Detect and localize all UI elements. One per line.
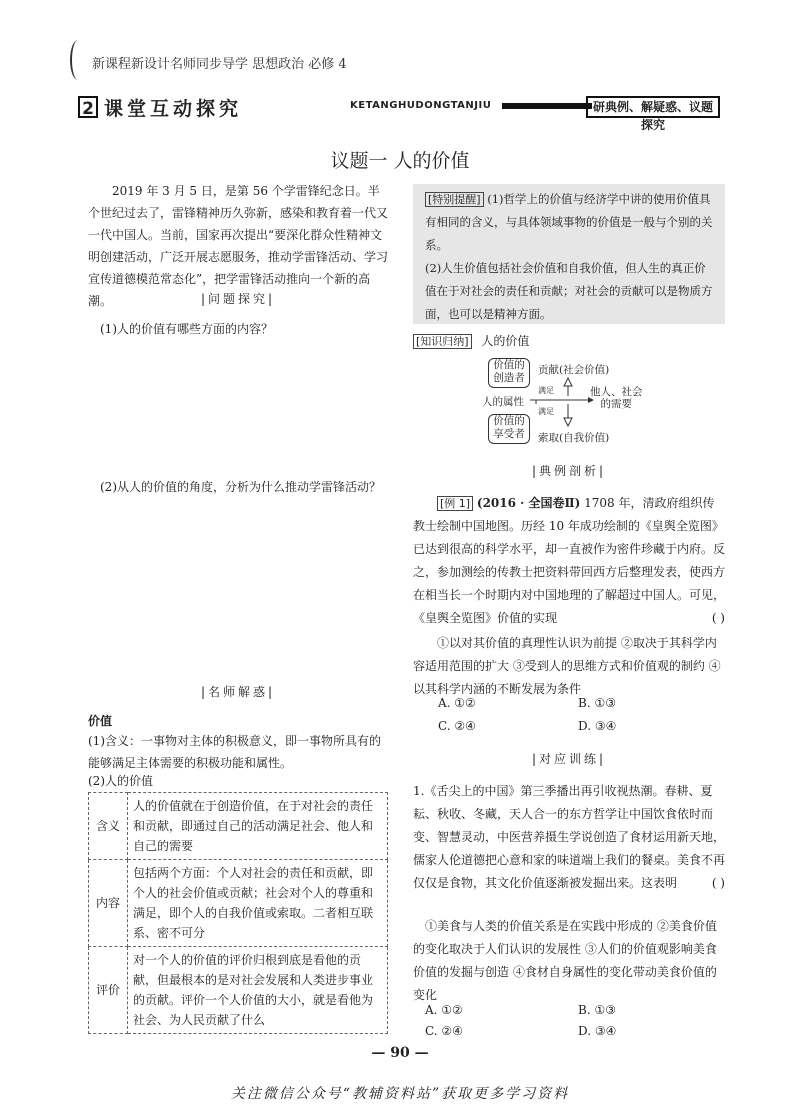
row-header: 含义 — [89, 793, 128, 860]
value-heading: 价值 — [88, 714, 113, 728]
example-option-c: C. ②④ — [438, 719, 476, 733]
human-value-sub: (2)人的价值 — [88, 774, 153, 788]
section-title: 课堂互动探究 — [104, 98, 243, 120]
example-option-b: B. ①③ — [578, 696, 616, 710]
practice-question — [413, 780, 725, 895]
problem-section-title: |问题探究| — [200, 292, 276, 306]
others-needs-text: 他人、社会 的需要 — [590, 386, 643, 410]
value-definition: (1)含义：一事物对主体的积极意义，即一事物所具有的能够满足主体需要的积极功能和属性。 — [88, 734, 382, 770]
example-question — [413, 492, 725, 630]
section-pinyin: KETANGHUDONGTANJIU — [350, 100, 492, 111]
attribute-text: 人的属性 — [482, 396, 524, 408]
example-paren: ( ) — [711, 611, 725, 625]
intro-paragraph: 2019 年 3 月 5 日，是第 56 个学雷锋纪念日。半个世纪过去了，雷锋精神历久弥新，感染和教育着一代又一代中国人。当前，国家再次提出“要深化群众性精神文明创建活动，广泛开展志愿服务，推动学雷锋活动、学习宣传道德模范常态化”，把学雷锋活动推向一个新的高潮。 — [88, 184, 389, 308]
row-content: 包括两个方面：个人对社会的责任和贡献，即个人的社会价值或贡献；社会对个人的尊重和满足，即个人的自我价值或索取。二者相互联系、密不可分 — [128, 860, 388, 947]
question-2: (2)从人的价值的角度，分析为什么推动学雷锋活动？ — [100, 480, 382, 494]
practice-option-d: D. ③④ — [578, 1024, 617, 1038]
contribution-text: 贡献(社会价值) — [538, 364, 610, 376]
practice-option-b: B. ①③ — [578, 1003, 616, 1017]
practice-section-title: |对应训练| — [531, 752, 607, 766]
example-option-a: A. ①② — [438, 696, 476, 710]
special-tip-box — [413, 184, 725, 324]
topic-title: 议题一 人的价值 — [330, 150, 470, 172]
satisfy-bottom-text: 满足 — [538, 407, 554, 416]
example-section-title: |典例剖析| — [531, 464, 607, 478]
example-label: [例 1] — [437, 496, 473, 511]
practice-option-a: A. ①② — [425, 1003, 463, 1017]
footer-note: 关注微信公众号“教辅资料站”获取更多学习资料 — [230, 1086, 570, 1102]
knowledge-label: [知识归纳] — [413, 334, 472, 349]
tip-label: [特别提醒] — [425, 192, 484, 207]
knowledge-title: 人的价值 — [481, 334, 530, 348]
example-option-d: D. ③④ — [578, 719, 617, 733]
knowledge-heading — [413, 330, 725, 353]
practice-items: ①美食与人类的价值关系是在实践中形成的 ②美食价值的变化取决于人们认识的发展性 ③人们的价值观影响美食价值的发掘与创造 ④食材自身属性的变化带动美食价值的变化 — [413, 919, 717, 1002]
teacher-section-title: |名师解惑| — [200, 685, 276, 699]
take-text: 索取(自我价值) — [538, 432, 610, 444]
satisfy-top-text: 满足 — [538, 386, 554, 395]
value-table — [88, 792, 388, 1034]
practice-text: 1.《舌尖上的中国》第三季播出再引收视热潮。春耕、夏耘、秋收、冬藏，天人合一的东方哲学让中国饮食依时而变、智慧灵动，中医营养摄生学说创造了食材运用新天地，儒家人伦道德把心意和家的味道端上我们的餐桌。美食不再仅仅是食物，其文化价值逐渐被发掘出来。这表明 — [413, 784, 726, 890]
row-header: 内容 — [89, 860, 128, 947]
page-number: — 90 — — [371, 1045, 429, 1061]
section-banner — [78, 96, 720, 132]
tip-paragraph-1: (1)哲学上的价值与经济学中讲的使用价值具有相同的含义，与具体领域事物的价值是一般与个别的关系。 — [425, 192, 713, 252]
example-text: 1708 年，清政府组织传教士绘制中国地图。历经 10 年成功绘制的《皇舆全览图》已达到很高的科学水平，却一直被作为密件珍藏于内府。反之，参加测绘的传教士把资料带回西方后整理发表，使西方在相当长一个时期内对中国地理的了解超过中国人。可见，《皇舆全览图》价值的实现 — [413, 496, 726, 625]
header-curve — [70, 40, 86, 80]
row-content: 人的价值就在于创造价值，在于对社会的责任和贡献，即通过自己的活动满足社会、他人和自己的需要 — [128, 793, 388, 860]
section-number: 2 — [78, 96, 98, 118]
diagram-arrows — [480, 356, 660, 448]
row-content: 对一个人的价值的评价归根到底是看他的贡献，但最根本的是对社会发展和人类进步事业的贡献。评价一个人价值的大小，就是看他为社会、为人民贡献了什么 — [128, 947, 388, 1034]
value-diagram — [480, 356, 660, 448]
table-row — [89, 793, 388, 860]
running-header: 新课程新设计名师同步导学 思想政治 必修 4 — [92, 57, 347, 72]
enjoyer-box: 价值的 享受者 — [488, 414, 530, 444]
question-1: (1)人的价值有哪些方面的内容？ — [100, 322, 273, 336]
banner-bar — [502, 103, 592, 109]
practice-option-c: C. ②④ — [425, 1024, 463, 1038]
tip-paragraph-2: (2)人生价值包括社会价值和自我价值，但人生的真正价值在于对社会的责任和贡献；对社会的贡献可以是物质方面，也可以是精神方面。 — [425, 261, 713, 321]
table-row — [89, 860, 388, 947]
table-row — [89, 947, 388, 1034]
creator-box: 价值的 创造者 — [488, 358, 530, 388]
example-items: ①以对其价值的真理性认识为前提 ②取决于其科学内容适用范围的扩大 ③受到人的思维方式和价值观的制约 ④以其科学内涵的不断发展为条件 — [413, 636, 721, 696]
section-tag: 研典例、解疑惑、议题探究 — [586, 96, 720, 118]
row-header: 评价 — [89, 947, 128, 1034]
practice-paren: ( ) — [711, 876, 725, 890]
example-source: (2016 · 全国卷Ⅱ) — [476, 496, 581, 510]
